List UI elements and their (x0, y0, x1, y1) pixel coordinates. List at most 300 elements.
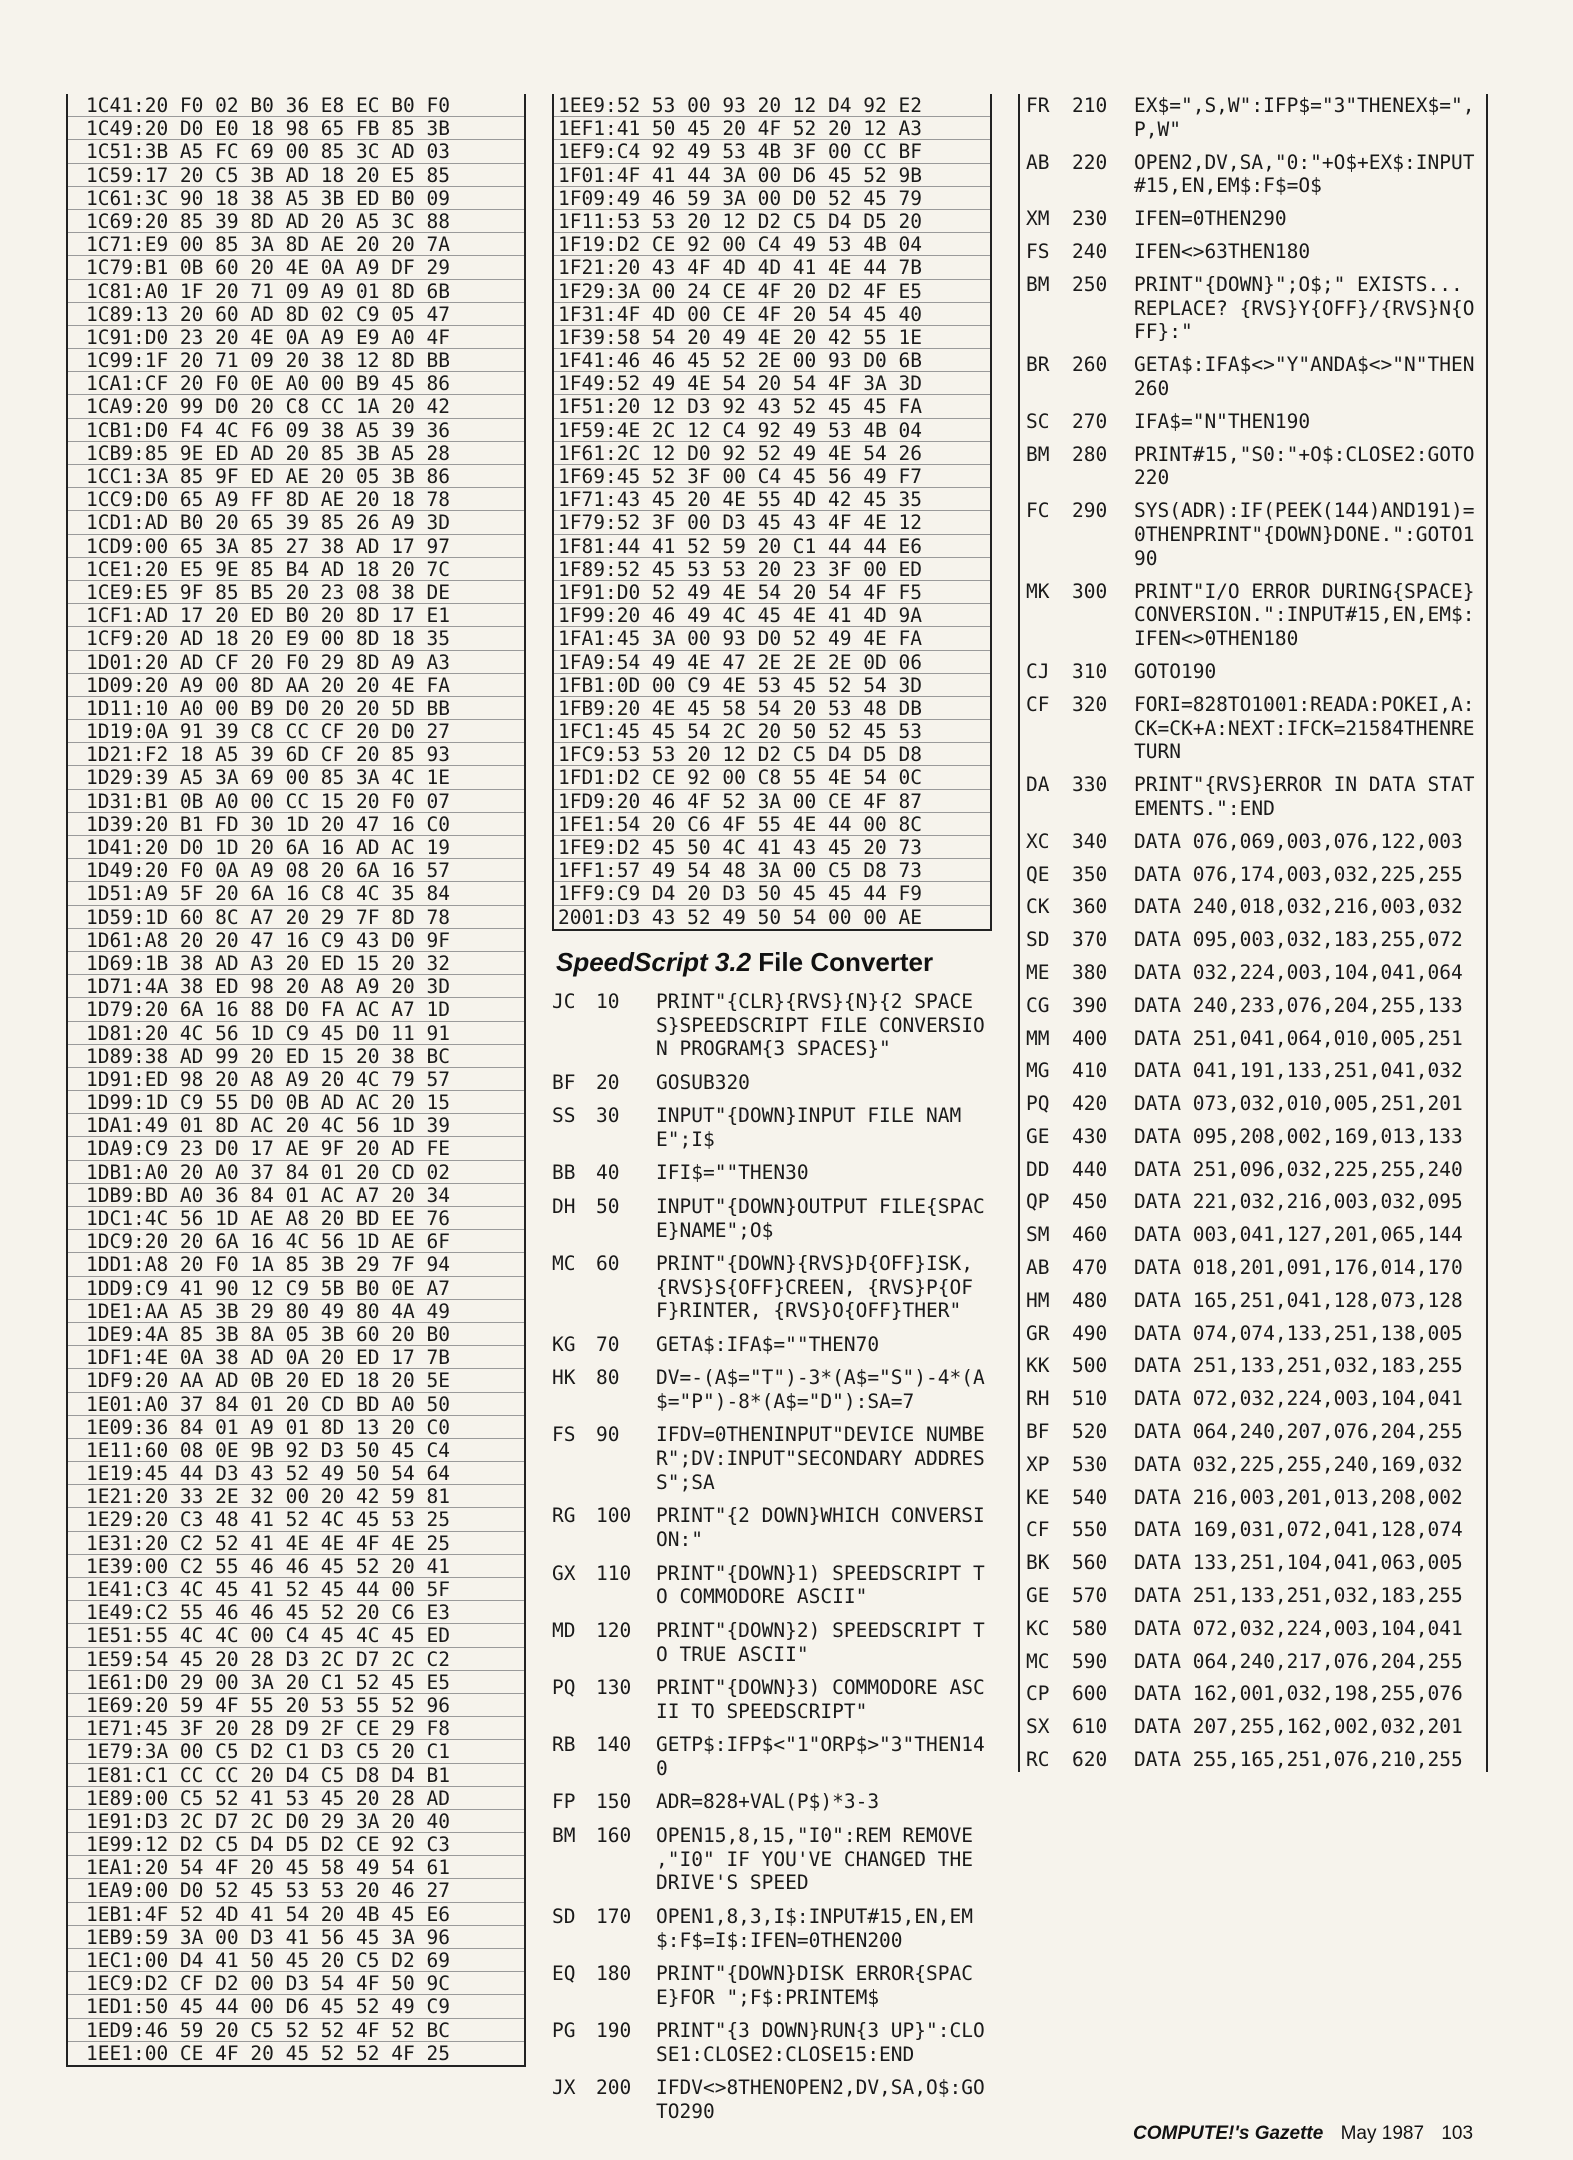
line-number: 310 (1072, 659, 1108, 683)
hex-line: 1C81:A0 1F 20 71 09 A9 01 8D 6B (68, 280, 524, 303)
hex-line: 1CF9:20 AD 18 20 E9 00 8D 18 35 (68, 627, 524, 650)
hex-line: 1D39:20 B1 FD 30 1D 20 47 16 C0 (68, 813, 524, 836)
hex-line: 1C79:B1 0B 60 20 4E 0A A9 DF 29 (68, 256, 524, 279)
checksum: FP (552, 1790, 576, 1814)
code-text: DATA 240,018,032,216,003,032 (1134, 895, 1463, 919)
checksum: BM (552, 1823, 576, 1847)
checksum: RB (552, 1733, 576, 1757)
code-text: DATA 074,074,133,251,138,005 (1134, 1321, 1463, 1345)
program-line (552, 1366, 992, 1414)
hex-line: 1F69:45 52 3F 00 C4 45 56 49 F7 (554, 465, 990, 488)
line-number: 320 (1072, 692, 1108, 716)
hex-line: 1DB1:A0 20 A0 37 84 01 20 CD 02 (68, 1161, 524, 1184)
hex-line: 1F59:4E 2C 12 C4 92 49 53 4B 04 (554, 419, 990, 442)
hex-line: 1FD1:D2 CE 92 00 C8 55 4E 54 0C (554, 766, 990, 789)
hex-line: 1F39:58 54 20 49 4E 20 42 55 1E (554, 326, 990, 349)
checksum: BF (1026, 1420, 1050, 1444)
code-text: DATA 095,208,002,169,013,133 (1134, 1124, 1463, 1148)
checksum: XP (1026, 1452, 1050, 1476)
checksum: XM (1026, 207, 1050, 231)
code-text: GOSUB320 (656, 1070, 750, 1094)
hex-line: 1F11:53 53 20 12 D2 C5 D4 D5 20 (554, 210, 990, 233)
hex-line: 1FA9:54 49 4E 47 2E 2E 2E 0D 06 (554, 651, 990, 674)
line-number: 330 (1072, 773, 1108, 797)
code-text: DATA 032,225,255,240,169,032 (1134, 1452, 1463, 1476)
hex-line: 1E71:45 3F 20 28 D9 2F CE 29 F8 (68, 1717, 524, 1740)
hex-dump-list (552, 94, 992, 931)
checksum: RC (1026, 1748, 1050, 1772)
hex-line: 1CB9:85 9E ED AD 20 85 3B A5 28 (68, 442, 524, 465)
checksum: KG (552, 1332, 576, 1356)
line-number: 140 (596, 1733, 632, 1757)
hex-line: 1EA1:20 54 4F 20 45 58 49 54 61 (68, 1856, 524, 1879)
checksum: ME (1026, 960, 1050, 984)
checksum: SC (1026, 409, 1050, 433)
checksum: GE (1026, 1124, 1050, 1148)
program-line (552, 990, 992, 1061)
hex-line: 1CE1:20 E5 9E 85 B4 AD 18 20 7C (68, 558, 524, 581)
hex-line: 1EE9:52 53 00 93 20 12 D4 92 E2 (554, 94, 990, 117)
checksum: BF (552, 1070, 576, 1094)
program-line (552, 1504, 992, 1552)
program-line (1026, 994, 1482, 1018)
code-text: INPUT"{DOWN}OUTPUT FILE{SPACE}NAME";O$ (656, 1194, 985, 1242)
hex-line: 1DB9:BD A0 36 84 01 AC A7 20 34 (68, 1184, 524, 1207)
program-line (1026, 1486, 1482, 1510)
line-number: 290 (1072, 499, 1108, 523)
hex-line: 1D59:1D 60 8C A7 20 29 7F 8D 78 (68, 906, 524, 929)
code-text: PRINT"{3 DOWN}RUN{3 UP}":CLOSE1:CLOSE2:CLOSE15:END (656, 2019, 985, 2066)
code-text: DATA 251,133,251,032,183,255 (1134, 1354, 1463, 1378)
program-line (1026, 443, 1482, 491)
program-line (552, 1619, 992, 1667)
hex-line: 1CC9:D0 65 A9 FF 8D AE 20 18 78 (68, 488, 524, 511)
hex-line: 1DD9:C9 41 90 12 C9 5B B0 0E A7 (68, 1277, 524, 1300)
hex-line: 1D71:4A 38 ED 98 20 A8 A9 20 3D (68, 975, 524, 998)
checksum: FR (1026, 94, 1050, 117)
program-line (1026, 928, 1482, 952)
hex-line: 1CF1:AD 17 20 ED B0 20 8D 17 E1 (68, 604, 524, 627)
hex-line: 1DC9:20 20 6A 16 4C 56 1D AE 6F (68, 1230, 524, 1253)
hex-line: 1D91:ED 98 20 A8 A9 20 4C 79 57 (68, 1068, 524, 1091)
line-number: 260 (1072, 353, 1108, 377)
line-number: 440 (1072, 1157, 1108, 1181)
hex-line: 1E31:20 C2 52 41 4E 4E 4F 4E 25 (68, 1532, 524, 1555)
hex-line: 1F91:D0 52 49 4E 54 20 54 4F F5 (554, 581, 990, 604)
hex-line: 1CA1:CF 20 F0 0E A0 00 B9 45 86 (68, 372, 524, 395)
hex-listing-column-1 (66, 94, 526, 2067)
program-line (1026, 1453, 1482, 1477)
program-line (1026, 240, 1482, 264)
program-line (1026, 1059, 1482, 1083)
checksum: GE (1026, 1584, 1050, 1608)
code-text: PRINT"I/O ERROR DURING{SPACE}CONVERSION.":INPUT#15,EN,EM$:IFEN<>0THEN180 (1134, 579, 1475, 651)
line-number: 100 (596, 1504, 632, 1528)
hex-line: 1EC1:00 D4 41 50 45 20 C5 D2 69 (68, 1949, 524, 1972)
code-text: DATA 064,240,217,076,204,255 (1134, 1649, 1463, 1673)
code-text: IFDV=0THENINPUT"DEVICE NUMBER";DV:INPUT"SECONDARY ADDRESS";SA (656, 1423, 985, 1495)
hex-line: 1FF9:C9 D4 20 D3 50 45 45 44 F9 (554, 882, 990, 905)
checksum: QE (1026, 862, 1050, 886)
checksum: RH (1026, 1387, 1050, 1411)
code-text: GETA$:IFA$=""THEN70 (656, 1332, 880, 1356)
program-line (1026, 660, 1482, 684)
program-line (1026, 207, 1482, 231)
line-number: 200 (596, 2076, 632, 2100)
checksum: MD (552, 1618, 576, 1642)
hex-line: 1D31:B1 0B A0 00 CC 15 20 F0 07 (68, 790, 524, 813)
program-line (552, 1423, 992, 1494)
code-text: DATA 240,233,076,204,255,133 (1134, 993, 1463, 1017)
program-line (1026, 1158, 1482, 1182)
line-number: 520 (1072, 1420, 1108, 1444)
hex-line: 1E89:00 C5 52 41 53 45 20 28 AD (68, 1787, 524, 1810)
code-text: DATA 251,133,251,032,183,255 (1134, 1584, 1463, 1608)
hex-line: 1DC1:4C 56 1D AE A8 20 BD EE 76 (68, 1207, 524, 1230)
checksum: CJ (1026, 659, 1050, 683)
hex-listing-column-2 (552, 94, 992, 2134)
line-number: 10 (596, 989, 620, 1013)
checksum: CK (1026, 895, 1050, 919)
line-number: 240 (1072, 239, 1108, 263)
code-text: IFI$=""THEN30 (656, 1161, 809, 1185)
hex-line: 1F19:D2 CE 92 00 C4 49 53 4B 04 (554, 233, 990, 256)
line-number: 620 (1072, 1748, 1108, 1772)
hex-line: 1E79:3A 00 C5 D2 C1 D3 C5 20 C1 (68, 1740, 524, 1763)
hex-line: 1E51:55 4C 4C 00 C4 45 4C 45 ED (68, 1624, 524, 1647)
hex-line: 1FE9:D2 45 50 4C 41 43 45 20 73 (554, 836, 990, 859)
hex-line: 1C71:E9 00 85 3A 8D AE 20 20 7A (68, 233, 524, 256)
code-text: SYS(ADR):IF(PEEK(144)AND191)=0THENPRINT"{DOWN}DONE.":GOTO190 (1134, 499, 1475, 570)
code-text: PRINT"{RVS}ERROR IN DATA STATEMENTS.":END (1134, 773, 1475, 820)
hex-line: 1CA9:20 99 D0 20 C8 CC 1A 20 42 (68, 395, 524, 418)
line-number: 430 (1072, 1124, 1108, 1148)
program-line (1026, 410, 1482, 434)
program-line (1026, 830, 1482, 854)
code-text: DATA 018,201,091,176,014,170 (1134, 1256, 1463, 1280)
hex-line: 1E01:A0 37 84 01 20 CD BD A0 50 (68, 1393, 524, 1416)
hex-line: 1E61:D0 29 00 3A 20 C1 52 45 E5 (68, 1671, 524, 1694)
program-line (552, 1790, 992, 1814)
line-number: 600 (1072, 1682, 1108, 1706)
checksum: PQ (552, 1676, 576, 1699)
hex-line: 1F89:52 45 53 53 20 23 3F 00 ED (554, 558, 990, 581)
line-number: 60 (596, 1251, 620, 1275)
code-text: DATA 162,001,032,198,255,076 (1134, 1682, 1463, 1706)
hex-line: 1D41:20 D0 1D 20 6A 16 AD AC 19 (68, 836, 524, 859)
hex-line: 1E99:12 D2 C5 D4 D5 D2 CE 92 C3 (68, 1833, 524, 1856)
program-line (1026, 773, 1482, 821)
code-text: OPEN2,DV,SA,"0:"+O$+EX$:INPUT#15,EN,EM$:F$=O$ (1134, 150, 1475, 198)
page-number: 103 (1441, 2123, 1474, 2144)
program-line (552, 1824, 992, 1895)
hex-line: 1D21:F2 18 A5 39 6D CF 20 85 93 (68, 743, 524, 766)
code-text: EX$=",S,W":IFP$="3"THENEX$=",P,W" (1134, 94, 1475, 141)
program-line (1026, 1387, 1482, 1411)
line-number: 570 (1072, 1584, 1108, 1608)
hex-dump-list (66, 94, 526, 2067)
hex-line: 1EC9:D2 CF D2 00 D3 54 4F 50 9C (68, 1972, 524, 1995)
checksum: SX (1026, 1715, 1050, 1739)
checksum: XC (1026, 829, 1050, 853)
program-line (1026, 1518, 1482, 1542)
program-line (1026, 1092, 1482, 1116)
line-number: 190 (596, 2019, 632, 2043)
checksum: SS (552, 1104, 576, 1128)
program-line (1026, 1715, 1482, 1739)
program-line (552, 1733, 992, 1781)
line-number: 350 (1072, 862, 1108, 886)
hex-line: 1F31:4F 4D 00 CE 4F 20 54 45 40 (554, 303, 990, 326)
hex-line: 1E09:36 84 01 A9 01 8D 13 20 C0 (68, 1416, 524, 1439)
code-text: GETA$:IFA$<>"Y"ANDA$<>"N"THEN260 (1134, 353, 1475, 400)
line-number: 360 (1072, 895, 1108, 919)
hex-line: 1DE9:4A 85 3B 8A 05 3B 60 20 B0 (68, 1323, 524, 1346)
code-text: IFEN=0THEN290 (1134, 207, 1287, 231)
checksum: BB (552, 1161, 576, 1185)
code-text: GETP$:IFP$<"1"ORP$>"3"THEN140 (656, 1733, 985, 1780)
line-number: 400 (1072, 1026, 1108, 1050)
basic-listing (1018, 94, 1488, 1772)
code-text: ADR=828+VAL(P$)*3-3 (656, 1790, 880, 1814)
code-text: PRINT"{2 DOWN}WHICH CONVERSION:" (656, 1504, 985, 1552)
checksum: FC (1026, 499, 1050, 523)
program-line (552, 2019, 992, 2067)
program-line (1026, 895, 1482, 919)
checksum: GX (552, 1561, 576, 1585)
hex-line: 1EB9:59 3A 00 D3 41 56 45 3A 96 (68, 1926, 524, 1949)
program-line (1026, 1748, 1482, 1772)
code-text: IFDV<>8THENOPEN2,DV,SA,O$:GOTO290 (656, 2076, 985, 2124)
hex-line: 1E41:C3 4C 45 41 52 45 44 00 5F (68, 1578, 524, 1601)
checksum: EQ (552, 1961, 576, 1985)
code-text: DATA 165,251,041,128,073,128 (1134, 1288, 1463, 1312)
hex-line: 1F21:20 43 4F 4D 4D 41 4E 44 7B (554, 256, 990, 279)
checksum: AB (1026, 1256, 1050, 1280)
program-line (552, 1562, 992, 1610)
publication-name: COMPUTE!'s Gazette (1133, 2123, 1324, 2144)
code-text: INPUT"{DOWN}INPUT FILE NAME";I$ (656, 1104, 962, 1151)
code-text: DATA 095,003,032,183,255,072 (1134, 928, 1463, 952)
hex-line: 1F81:44 41 52 59 20 C1 44 44 E6 (554, 535, 990, 558)
hex-line: 1F79:52 3F 00 D3 45 43 4F 4E 12 (554, 511, 990, 534)
hex-line: 1E29:20 C3 48 41 52 4C 45 53 25 (68, 1508, 524, 1531)
code-text: DATA 032,224,003,104,041,064 (1134, 960, 1463, 984)
hex-line: 1DD1:A8 20 F0 1A 85 3B 29 7F 94 (68, 1253, 524, 1276)
hex-line: 1FF1:57 49 54 48 3A 00 C5 D8 73 (554, 859, 990, 882)
checksum: DD (1026, 1157, 1050, 1181)
code-text: PRINT"{DOWN}{RVS}D{OFF}ISK, {RVS}S{OFF}CREEN, {RVS}P{OFF}RINTER, {RVS}O{OFF}THER" (656, 1251, 985, 1323)
code-text: DATA 076,174,003,032,225,255 (1134, 862, 1463, 886)
hex-line: 1FB9:20 4E 45 58 54 20 53 48 DB (554, 697, 990, 720)
hex-line: 1CE9:E5 9F 85 B5 20 23 08 38 DE (68, 581, 524, 604)
hex-line: 1EF1:41 50 45 20 4F 52 20 12 A3 (554, 117, 990, 140)
line-number: 450 (1072, 1190, 1108, 1214)
hex-line: 1E81:C1 CC CC 20 D4 C5 D8 D4 B1 (68, 1764, 524, 1787)
line-number: 510 (1072, 1387, 1108, 1411)
program-line (1026, 1223, 1482, 1247)
hex-line: 1D99:1D C9 55 D0 0B AD AC 20 15 (68, 1091, 524, 1114)
code-text: DATA 072,032,224,003,104,041 (1134, 1616, 1463, 1640)
hex-line: 1FC9:53 53 20 12 D2 C5 D4 D5 D8 (554, 743, 990, 766)
program-line (1026, 151, 1482, 199)
line-number: 90 (596, 1423, 620, 1447)
checksum: DH (552, 1194, 576, 1218)
hex-line: 1E91:D3 2C D7 2C D0 29 3A 20 40 (68, 1810, 524, 1833)
line-number: 410 (1072, 1059, 1108, 1083)
program-line (552, 2076, 992, 2124)
checksum: SM (1026, 1223, 1050, 1247)
code-text: PRINT"{DOWN}1) SPEEDSCRIPT TO COMMODORE ASCII" (656, 1561, 985, 1609)
hex-line: 1FA1:45 3A 00 93 D0 52 49 4E FA (554, 627, 990, 650)
issue-date: May 1987 (1340, 2123, 1425, 2144)
code-text: PRINT"{CLR}{RVS}{N}{2 SPACES}SPEEDSCRIPT FILE CONVERSION PROGRAM{3 SPACES}" (656, 989, 985, 1061)
hex-line: 1D51:A9 5F 20 6A 16 C8 4C 35 84 (68, 882, 524, 905)
program-line (1026, 863, 1482, 887)
hex-line: 1E59:54 45 20 28 D3 2C D7 2C C2 (68, 1648, 524, 1671)
hex-line: 1FC1:45 45 54 2C 20 50 52 45 53 (554, 720, 990, 743)
code-text: PRINT#15,"S0:"+O$:CLOSE2:GOTO220 (1134, 442, 1475, 490)
line-number: 540 (1072, 1485, 1108, 1509)
program-line (1026, 94, 1482, 142)
line-number: 300 (1072, 579, 1108, 603)
program-line (552, 1333, 992, 1357)
hex-line: 1D69:1B 38 AD A3 20 ED 15 20 32 (68, 952, 524, 975)
checksum: KK (1026, 1354, 1050, 1378)
code-text: PRINT"{DOWN}DISK ERROR{SPACE}FOR ";F$:PRINTEM$ (656, 1961, 973, 2009)
line-number: 270 (1072, 409, 1108, 433)
hex-line: 1E69:20 59 4F 55 20 53 55 52 96 (68, 1694, 524, 1717)
checksum: CF (1026, 1518, 1050, 1542)
page-footer (1133, 2123, 1485, 2145)
code-text: OPEN15,8,15,"I0":REM REMOVE ,"I0" IF YOU'VE CHANGED THE DRIVE'S SPEED (656, 1823, 985, 1895)
hex-line: 1EE1:00 CE 4F 20 45 52 52 4F 25 (86, 2041, 450, 2065)
hex-line: 1F29:3A 00 24 CE 4F 20 D2 4F E5 (554, 280, 990, 303)
code-text: DATA 076,069,003,076,122,003 (1134, 829, 1463, 853)
checksum: SD (1026, 928, 1050, 952)
code-text: DATA 003,041,127,201,065,144 (1134, 1223, 1463, 1247)
hex-line: 1D11:10 A0 00 B9 D0 20 20 5D BB (68, 697, 524, 720)
checksum: PQ (1026, 1092, 1050, 1116)
code-text: DATA 041,191,133,251,041,032 (1134, 1059, 1463, 1083)
hex-line: 1CC1:3A 85 9F ED AE 20 05 3B 86 (68, 465, 524, 488)
hex-line: 1D49:20 F0 0A A9 08 20 6A 16 57 (68, 859, 524, 882)
checksum: HM (1026, 1288, 1050, 1312)
line-number: 460 (1072, 1223, 1108, 1247)
hex-line: 1CD1:AD B0 20 65 39 85 26 A9 3D (68, 511, 524, 534)
code-text: PRINT"{DOWN}3) COMMODORE ASCII TO SPEEDSCRIPT" (656, 1676, 985, 1723)
hex-line: 1D89:38 AD 99 20 ED 15 20 38 BC (68, 1045, 524, 1068)
line-number: 470 (1072, 1256, 1108, 1280)
hex-line: 1C41:20 F0 02 B0 36 E8 EC B0 F0 (68, 94, 524, 117)
program-line (1026, 1125, 1482, 1149)
checksum: GR (1026, 1321, 1050, 1345)
hex-line: 1C91:D0 23 20 4E 0A A9 E9 A0 4F (68, 326, 524, 349)
line-number: 120 (596, 1618, 632, 1642)
code-text: DV=-(A$="T")-3*(A$="S")-4*(A$="P")-8*(A$="D"):SA=7 (656, 1366, 985, 1414)
line-number: 150 (596, 1790, 632, 1814)
hex-line: 1DF9:20 AA AD 0B 20 ED 18 20 5E (68, 1369, 524, 1392)
converter-title-italic: SpeedScript 3.2 (556, 946, 752, 977)
checksum: BM (1026, 442, 1050, 466)
hex-line: 1CB1:D0 F4 4C F6 09 38 A5 39 36 (68, 419, 524, 442)
line-number: 110 (596, 1561, 632, 1585)
line-number: 220 (1072, 150, 1108, 174)
code-text: DATA 251,041,064,010,005,251 (1134, 1026, 1463, 1050)
program-line (1026, 1027, 1482, 1051)
hex-line: 1EF9:C4 92 49 53 4B 3F 00 CC BF (554, 140, 990, 163)
hex-line: 1F49:52 49 4E 54 20 54 4F 3A 3D (554, 372, 990, 395)
hex-line: 1C59:17 20 C5 3B AD 18 20 E5 85 (68, 164, 524, 187)
hex-line: 1F41:46 46 45 52 2E 00 93 D0 6B (554, 349, 990, 372)
checksum: CP (1026, 1682, 1050, 1706)
hex-line: 1C99:1F 20 71 09 20 38 12 8D BB (68, 349, 524, 372)
checksum: BK (1026, 1551, 1050, 1575)
code-text: OPEN1,8,3,I$:INPUT#15,EN,EM$:F$=I$:IFEN=0THEN200 (656, 1904, 973, 1952)
hex-line: 1DF1:4E 0A 38 AD 0A 20 ED 17 7B (68, 1346, 524, 1369)
hex-line: 1D81:20 4C 56 1D C9 45 D0 11 91 (68, 1022, 524, 1045)
hex-line: 1E11:60 08 0E 9B 92 D3 50 45 C4 (68, 1439, 524, 1462)
line-number: 40 (596, 1161, 620, 1185)
checksum: AB (1026, 150, 1050, 174)
hex-line: 1EB1:4F 52 4D 41 54 20 4B 45 E6 (68, 1903, 524, 1926)
checksum: RG (552, 1504, 576, 1528)
line-number: 480 (1072, 1288, 1108, 1312)
program-line (1026, 1584, 1482, 1608)
line-number: 560 (1072, 1551, 1108, 1575)
hex-line: 1D61:A8 20 20 47 16 C9 43 D0 9F (68, 929, 524, 952)
line-number: 370 (1072, 928, 1108, 952)
checksum: BM (1026, 272, 1050, 296)
hex-line: 1D29:39 A5 3A 69 00 85 3A 4C 1E (68, 766, 524, 789)
program-line (552, 1962, 992, 2010)
hex-line: 1DE1:AA A5 3B 29 80 49 80 4A 49 (68, 1300, 524, 1323)
hex-line: 1E49:C2 55 46 46 45 52 20 C6 E3 (68, 1601, 524, 1624)
hex-line: 1FD9:20 46 4F 52 3A 00 CE 4F 87 (554, 790, 990, 813)
hex-line: 1ED9:46 59 20 C5 52 52 4F 52 BC (68, 2019, 524, 2042)
program-line (1026, 273, 1482, 344)
hex-line: 1E21:20 33 2E 32 00 20 42 59 81 (68, 1485, 524, 1508)
checksum: PG (552, 2019, 576, 2043)
checksum: JC (552, 989, 576, 1013)
program-line (1026, 1551, 1482, 1575)
program-line (1026, 1682, 1482, 1706)
line-number: 380 (1072, 960, 1108, 984)
line-number: 490 (1072, 1321, 1108, 1345)
code-text: DATA 169,031,072,041,128,074 (1134, 1518, 1463, 1542)
code-text: DATA 133,251,104,041,063,005 (1134, 1551, 1463, 1575)
hex-line: 1DA1:49 01 8D AC 20 4C 56 1D 39 (68, 1114, 524, 1137)
code-text: IFEN<>63THEN180 (1134, 239, 1311, 263)
program-line (552, 1676, 992, 1724)
program-line (1026, 693, 1482, 764)
hex-line: 1CD9:00 65 3A 85 27 38 AD 17 97 (68, 535, 524, 558)
code-text: IFA$="N"THEN190 (1134, 409, 1311, 433)
program-line (1026, 1322, 1482, 1346)
code-text: DATA 216,003,201,013,208,002 (1134, 1485, 1463, 1509)
checksum: MC (552, 1251, 576, 1275)
program-line (1026, 1190, 1482, 1214)
code-text: FORI=828TO1001:READA:POKEI,A:CK=CK+A:NEXT:IFCK=21584THENRETURN (1134, 692, 1475, 764)
code-text: DATA 064,240,207,076,204,255 (1134, 1420, 1463, 1444)
program-line (552, 1905, 992, 1953)
line-number: 70 (596, 1332, 620, 1356)
line-number: 280 (1072, 442, 1108, 466)
converter-title-rest: File Converter (751, 946, 934, 977)
basic-listing-column-3 (1018, 94, 1488, 1781)
hex-line: 1F09:49 46 59 3A 00 D0 52 45 79 (554, 187, 990, 210)
code-text: DATA 255,165,251,076,210,255 (1134, 1748, 1463, 1772)
